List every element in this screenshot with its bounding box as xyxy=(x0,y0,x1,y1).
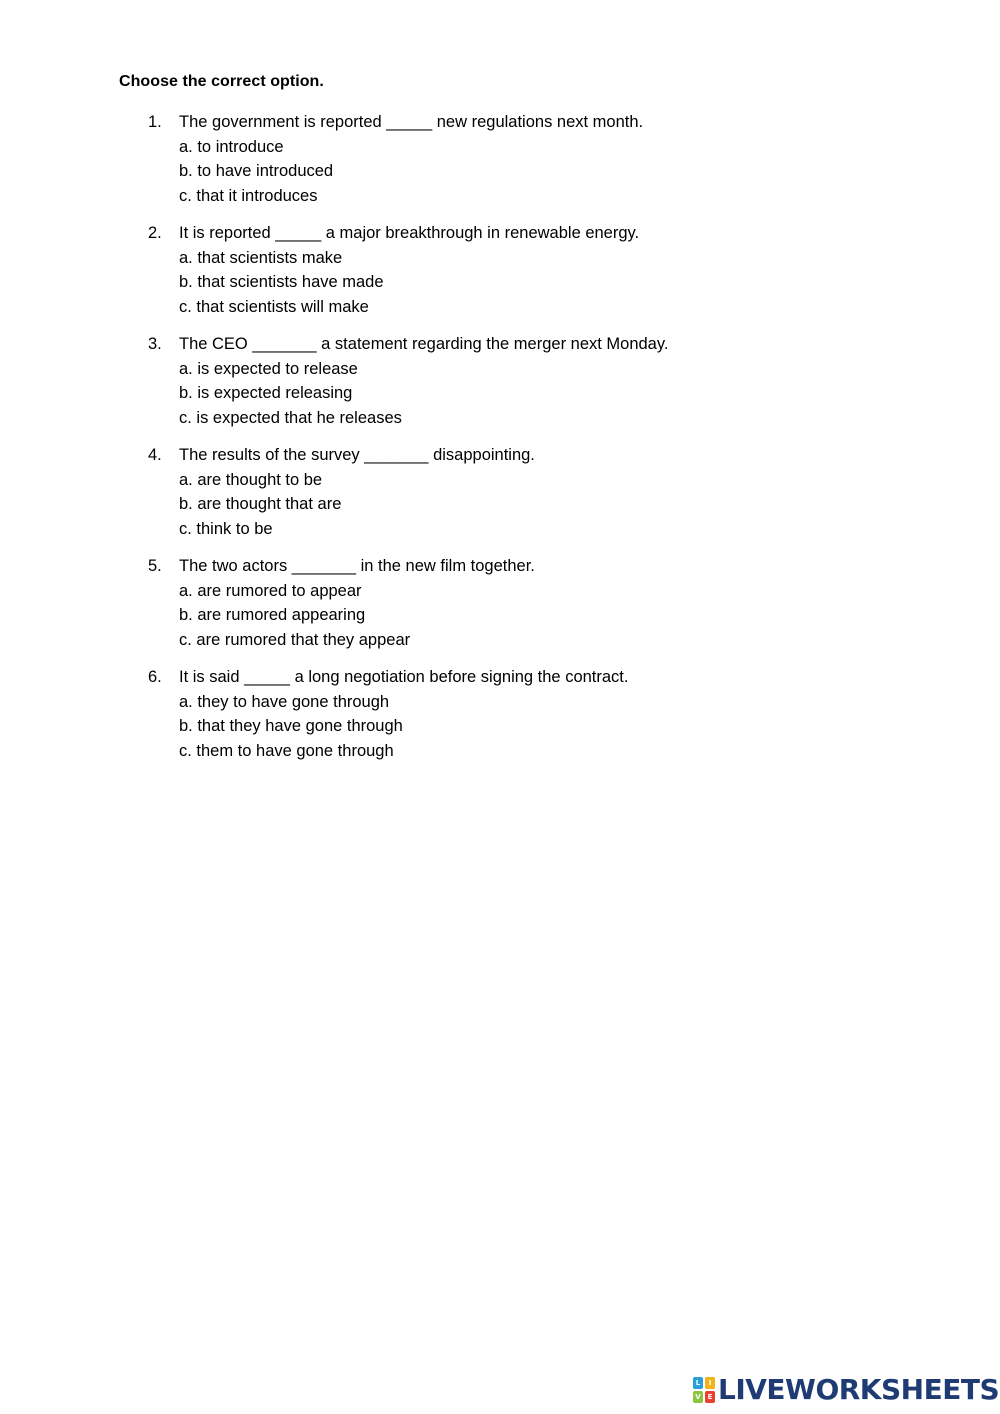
question-number: 6. xyxy=(148,668,162,686)
question-5 xyxy=(148,554,848,652)
question-3 xyxy=(148,332,848,430)
option-c[interactable]: c. that it introduces xyxy=(179,186,318,205)
option-b[interactable]: b. to have introduced xyxy=(179,162,334,180)
option-b[interactable]: b. are thought that are xyxy=(179,495,342,513)
liveworksheets-logo xyxy=(693,1373,999,1407)
option-b[interactable]: b. are rumored appearing xyxy=(179,606,366,624)
option-c[interactable]: c. think to be xyxy=(179,519,273,538)
option-a[interactable]: a. are thought to be xyxy=(179,470,323,489)
option-a[interactable]: a. that scientists make xyxy=(179,248,343,267)
question-1 xyxy=(148,110,848,208)
option-b[interactable]: b. that scientists have made xyxy=(179,273,384,291)
logo-wordmark: LIVEWORKSHEETS xyxy=(718,1373,1000,1406)
question-6 xyxy=(148,665,848,763)
question-number: 1. xyxy=(148,113,162,131)
option-b[interactable]: b. that they have gone through xyxy=(179,717,403,735)
option-c[interactable]: c. are rumored that they appear xyxy=(179,630,411,649)
question-text: The results of the survey _______ disappointing. xyxy=(179,446,535,464)
option-b[interactable]: b. is expected releasing xyxy=(179,384,353,402)
question-list xyxy=(148,110,848,776)
option-c[interactable]: c. them to have gone through xyxy=(179,741,394,760)
question-number: 4. xyxy=(148,446,162,464)
option-a[interactable]: a. they to have gone through xyxy=(179,692,390,711)
option-c[interactable]: c. that scientists will make xyxy=(179,297,369,316)
option-a[interactable]: a. to introduce xyxy=(179,137,284,156)
question-number: 3. xyxy=(148,335,162,353)
question-text: The government is reported _____ new regulations next month. xyxy=(179,113,644,131)
option-a[interactable]: a. is expected to release xyxy=(179,359,358,378)
instruction-heading: Choose the correct option. xyxy=(119,73,324,90)
question-text: The two actors _______ in the new film together. xyxy=(179,557,535,575)
liveworksheets-logo-icon: L I V E xyxy=(693,1377,715,1403)
question-number: 5. xyxy=(148,557,162,575)
question-4 xyxy=(148,443,848,541)
question-text: It is reported _____ a major breakthrough in renewable energy. xyxy=(179,224,640,242)
question-text: It is said _____ a long negotiation before signing the contract. xyxy=(179,668,629,686)
question-number: 2. xyxy=(148,224,162,242)
question-2 xyxy=(148,221,848,319)
option-c[interactable]: c. is expected that he releases xyxy=(179,408,402,427)
option-a[interactable]: a. are rumored to appear xyxy=(179,581,362,600)
question-text: The CEO _______ a statement regarding the merger next Monday. xyxy=(179,335,669,353)
